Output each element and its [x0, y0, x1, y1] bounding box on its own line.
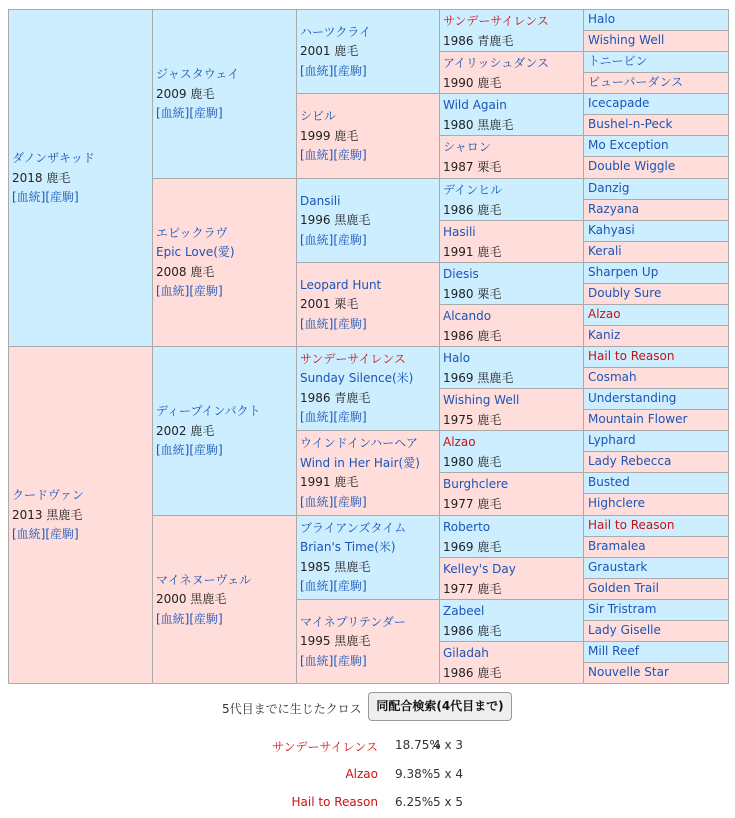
pedigree-cell-gen5 — [583, 409, 729, 431]
pedigree-cell-gen2 — [152, 515, 298, 684]
horse-birth-info: 1986 鹿毛 — [443, 328, 502, 343]
offspring-link[interactable]: [産駒] — [45, 526, 79, 541]
horse-links — [156, 282, 294, 302]
offspring-link[interactable]: [産駒] — [333, 653, 367, 668]
horse-links — [156, 609, 294, 629]
bloodline-link[interactable]: [血統] — [156, 442, 190, 457]
horse-name-link[interactable]: Doubly Sure — [588, 286, 662, 300]
pedigree-cell-gen2 — [152, 178, 298, 347]
horse-links — [300, 146, 437, 166]
pedigree-cell-gen5 — [583, 472, 729, 494]
horse-name-link[interactable]: Busted — [588, 475, 630, 489]
horse-name-link[interactable]: Lyphard — [588, 433, 636, 447]
offspring-link[interactable]: [産駒] — [45, 189, 79, 204]
pedigree-table — [8, 9, 728, 683]
bloodline-link[interactable]: [血統] — [12, 526, 46, 541]
pedigree-cell-gen4 — [439, 178, 585, 221]
pedigree-cell-gen5 — [583, 262, 729, 284]
pedigree-cell-gen3 — [296, 262, 441, 347]
horse-name-link[interactable]: Cosmah — [588, 370, 637, 384]
horse-english-name[interactable]: Wind in Her Hair(愛) — [300, 455, 420, 470]
horse-name-link[interactable]: ブライアンズタイム — [300, 520, 407, 535]
cross-horse-link[interactable]: Hail to Reason — [291, 795, 378, 809]
horse-name-link[interactable]: Alzao — [443, 435, 476, 449]
horse-birth-info: 2018 鹿毛 — [12, 170, 71, 185]
horse-links — [156, 441, 294, 461]
horse-name-link[interactable]: Giladah — [443, 646, 489, 660]
pedigree-cell-gen5 — [583, 620, 729, 642]
pedigree-cell-gen4 — [439, 346, 585, 389]
horse-name-link[interactable]: Understanding — [588, 391, 677, 405]
pedigree-cell-gen1 — [8, 346, 154, 684]
horse-birth-info: 2001 鹿毛 — [300, 43, 359, 58]
pedigree-cell-gen5 — [583, 451, 729, 473]
pedigree-cell-gen4 — [439, 557, 585, 600]
cross-generation: 4 x 3 — [433, 738, 463, 752]
pedigree-cell-gen5 — [583, 641, 729, 663]
horse-name-link[interactable]: Graustark — [588, 560, 648, 574]
pedigree-cell-gen5 — [583, 199, 729, 221]
horse-links — [12, 525, 150, 545]
horse-birth-info: 2013 黒鹿毛 — [12, 507, 83, 522]
horse-name-link[interactable]: Halo — [588, 12, 616, 26]
pedigree-cell-gen4 — [439, 93, 585, 136]
offspring-link[interactable]: [産駒] — [333, 410, 367, 424]
pedigree-cell-gen5 — [583, 662, 729, 684]
pedigree-cell-gen5 — [583, 557, 729, 579]
horse-birth-info: 1969 黒鹿毛 — [443, 370, 514, 385]
horse-links — [12, 188, 150, 208]
pedigree-cell-gen5 — [583, 283, 729, 305]
horse-birth-info: 1999 鹿毛 — [300, 128, 359, 143]
offspring-link[interactable]: [産駒] — [189, 442, 223, 457]
pedigree-cell-gen3 — [296, 346, 441, 431]
horse-name-link[interactable]: マイネヌーヴェル — [156, 572, 252, 587]
horse-links — [300, 314, 437, 334]
pedigree-cell-gen4 — [439, 515, 585, 558]
pedigree-cell-gen5 — [583, 72, 729, 94]
horse-name-link[interactable]: Icecapade — [588, 96, 650, 110]
offspring-link[interactable]: [産駒] — [333, 147, 367, 162]
horse-name-link[interactable]: クードヴァン — [12, 487, 84, 502]
cross-generation: 5 x 5 — [433, 795, 463, 809]
pedigree-cell-gen4 — [439, 220, 585, 263]
horse-name-link[interactable]: Kaniz — [588, 328, 621, 342]
horse-links — [300, 230, 437, 250]
pedigree-cell-gen3 — [296, 515, 441, 600]
horse-name-link[interactable]: Razyana — [588, 202, 640, 216]
bloodline-link[interactable]: [血統] — [300, 316, 334, 331]
bloodline-link[interactable]: [血統] — [300, 653, 334, 668]
pedigree-cell-gen4 — [439, 388, 585, 431]
horse-name-link[interactable]: ウインドインハーヘア — [300, 436, 418, 450]
pedigree-cell-gen4 — [439, 135, 585, 179]
pedigree-cell-gen5 — [583, 536, 729, 558]
pedigree-cell-gen4 — [439, 641, 585, 684]
bloodline-link[interactable]: [血統] — [300, 410, 334, 424]
offspring-link[interactable]: [産駒] — [189, 284, 223, 298]
pedigree-cell-gen5 — [583, 220, 729, 242]
horse-birth-info: 1980 黒鹿毛 — [443, 117, 514, 132]
pedigree-cell-gen5 — [583, 156, 729, 179]
horse-name-link[interactable]: Highclere — [588, 496, 645, 510]
horse-birth-info: 1986 鹿毛 — [443, 202, 502, 217]
horse-name-link[interactable]: Hasili — [443, 225, 476, 239]
horse-birth-info: 1991 鹿毛 — [300, 475, 359, 489]
horse-links — [300, 61, 437, 81]
pedigree-cell-gen5 — [583, 178, 729, 200]
horse-name-link[interactable]: Zabeel — [443, 604, 485, 618]
pedigree-cell-gen5 — [583, 430, 729, 452]
pedigree-cell-gen5 — [583, 578, 729, 600]
horse-birth-info: 1977 鹿毛 — [443, 496, 502, 511]
pedigree-cell-gen5 — [583, 493, 729, 516]
bloodline-link[interactable]: [血統] — [300, 63, 334, 78]
horse-name-link[interactable]: Bushel-n-Peck — [588, 117, 673, 131]
horse-name-link[interactable]: Golden Trail — [588, 581, 659, 595]
pedigree-cell-gen5 — [583, 241, 729, 263]
horse-birth-info: 2000 黒鹿毛 — [156, 591, 227, 606]
offspring-link[interactable]: [産駒] — [189, 611, 223, 626]
pedigree-cell-gen5 — [583, 346, 729, 368]
horse-birth-info: 1980 鹿毛 — [443, 454, 502, 469]
cross-horse-link[interactable]: サンデーサイレンス — [272, 740, 378, 754]
horse-birth-info: 2009 鹿毛 — [156, 86, 215, 101]
horse-name-link[interactable]: Roberto — [443, 520, 491, 534]
pedigree-cell-gen5 — [583, 367, 729, 389]
pedigree-cell-gen4 — [439, 472, 585, 516]
bloodline-link[interactable]: [血統] — [12, 189, 46, 204]
pedigree-cell-gen2 — [152, 9, 298, 179]
pedigree-cell-gen4 — [439, 262, 585, 305]
pedigree-cell-gen1 — [8, 9, 154, 347]
pedigree-cell-gen5 — [583, 93, 729, 115]
pedigree-cell-gen5 — [583, 135, 729, 157]
horse-english-name[interactable]: Brian's Time(米) — [300, 540, 396, 554]
pedigree-cell-gen5 — [583, 325, 729, 347]
pedigree-cell-gen5 — [583, 388, 729, 410]
horse-name-link[interactable]: Diesis — [443, 267, 479, 281]
pedigree-cell-gen4 — [439, 9, 585, 52]
horse-name-link[interactable]: ダノンザキッド — [12, 150, 95, 165]
pedigree-cell-gen4 — [439, 304, 585, 347]
pedigree-cell-gen3 — [296, 599, 441, 684]
bloodline-link[interactable]: [血統] — [300, 579, 334, 593]
horse-links — [300, 493, 437, 513]
pedigree-cell-gen5 — [583, 599, 729, 621]
horse-birth-info: 1986 青鹿毛 — [443, 33, 514, 48]
cross-horse-link[interactable]: Alzao — [345, 767, 378, 781]
offspring-link[interactable]: [産駒] — [333, 232, 367, 247]
horse-birth-info: 1990 鹿毛 — [443, 75, 502, 90]
horse-name-link[interactable]: Alzao — [588, 307, 621, 321]
horse-english-name[interactable]: Epic Love(愛) — [156, 245, 235, 259]
pedigree-cell-gen5 — [583, 30, 729, 52]
cross-generation: 5 x 4 — [433, 767, 463, 781]
horse-name-link[interactable]: Double Wiggle — [588, 159, 676, 173]
offspring-link[interactable]: [産駒] — [189, 105, 223, 120]
horse-name-link[interactable]: ハーツクライ — [300, 24, 372, 39]
offspring-link[interactable]: [産駒] — [333, 494, 367, 509]
horse-name-link[interactable]: Burghclere — [443, 477, 509, 491]
horse-birth-info: 1969 鹿毛 — [443, 539, 502, 554]
horse-name-link[interactable]: Sharpen Up — [588, 265, 659, 279]
pedigree-cell-gen5 — [583, 515, 729, 537]
same-mating-search-button[interactable]: 同配合検索(4代目まで) — [368, 692, 512, 721]
horse-name-link[interactable]: ディープインパクト — [156, 403, 261, 418]
horse-birth-info: 1996 黒鹿毛 — [300, 212, 371, 227]
horse-birth-info: 1980 栗毛 — [443, 286, 502, 301]
horse-name-link[interactable]: Mill Reef — [588, 644, 639, 658]
horse-name-link[interactable]: Kerali — [588, 244, 622, 258]
horse-name-link[interactable]: Nouvelle Star — [588, 665, 669, 679]
horse-name-link[interactable]: ビューパーダンス — [588, 75, 684, 89]
horse-birth-info: 1995 黒鹿毛 — [300, 633, 371, 648]
horse-birth-info: 1991 鹿毛 — [443, 244, 502, 259]
horse-birth-info: 2008 鹿毛 — [156, 264, 215, 279]
horse-name-link[interactable]: エピックラヴ — [156, 225, 228, 240]
horse-birth-info: 1977 鹿毛 — [443, 581, 502, 596]
pedigree-cell-gen5 — [583, 114, 729, 136]
horse-name-link[interactable]: シャロン — [443, 140, 491, 154]
horse-name-link[interactable]: Danzig — [588, 181, 630, 195]
horse-name-link[interactable]: Bramalea — [588, 539, 646, 553]
horse-name-link[interactable]: ジャスタウェイ — [156, 66, 240, 81]
horse-name-link[interactable]: Leopard Hunt — [300, 277, 382, 292]
horse-links — [300, 577, 437, 597]
pedigree-cell-gen5 — [583, 51, 729, 73]
horse-name-link[interactable]: Sir Tristram — [588, 602, 657, 616]
horse-name-link[interactable]: Halo — [443, 351, 471, 365]
pedigree-cell-gen3 — [296, 178, 441, 263]
offspring-link[interactable]: [産駒] — [333, 579, 367, 593]
horse-name-link[interactable]: Hail to Reason — [588, 349, 675, 363]
horse-birth-info: 1986 青鹿毛 — [300, 390, 371, 405]
horse-name-link[interactable]: Hail to Reason — [588, 518, 675, 532]
horse-name-link[interactable]: Alcando — [443, 309, 492, 323]
horse-name-link[interactable]: Mo Exception — [588, 138, 669, 152]
cross-percent: 6.25% — [395, 795, 434, 809]
bloodline-link[interactable]: [血統] — [300, 232, 334, 247]
pedigree-cell-gen3 — [296, 430, 441, 516]
horse-birth-info: 2002 鹿毛 — [156, 423, 215, 438]
horse-birth-info: 1985 黒鹿毛 — [300, 559, 371, 574]
bloodline-link[interactable]: [血統] — [156, 611, 190, 626]
bloodline-link[interactable]: [血統] — [300, 494, 334, 509]
horse-links — [156, 104, 294, 124]
bloodline-link[interactable]: [血統] — [300, 147, 334, 162]
pedigree-cell-gen4 — [439, 599, 585, 642]
horse-name-link[interactable]: サンデーサイレンス — [300, 351, 406, 366]
horse-name-link[interactable]: マイネプリテンダー — [300, 614, 406, 629]
cross-percent: 18.75% — [395, 738, 441, 752]
horse-name-link[interactable]: Kahyasi — [588, 223, 635, 237]
pedigree-cell-gen5 — [583, 304, 729, 326]
bloodline-link[interactable]: [血統] — [156, 284, 190, 298]
horse-links — [300, 651, 437, 671]
horse-name-link[interactable]: Lady Giselle — [588, 623, 661, 637]
horse-name-link[interactable]: トニービン — [588, 54, 648, 68]
pedigree-cell-gen2 — [152, 346, 298, 516]
horse-name-link[interactable]: アイリッシュダンス — [443, 56, 549, 70]
horse-name-link[interactable]: サンデーサイレンス — [443, 14, 549, 28]
horse-name-link[interactable]: Mountain Flower — [588, 412, 688, 426]
offspring-link[interactable]: [産駒] — [333, 316, 367, 331]
pedigree-cell-gen5 — [583, 9, 729, 31]
horse-birth-info: 1986 鹿毛 — [443, 665, 502, 680]
pedigree-cell-gen3 — [296, 93, 441, 179]
horse-name-link[interactable]: Lady Rebecca — [588, 454, 672, 468]
pedigree-cell-gen4 — [439, 430, 585, 473]
horse-name-link[interactable]: Wishing Well — [443, 393, 520, 407]
horse-english-name[interactable]: Sunday Silence(米) — [300, 371, 414, 385]
horse-name-link[interactable]: Wild Again — [443, 98, 507, 112]
horse-birth-info: 1987 栗毛 — [443, 159, 502, 174]
horse-name-link[interactable]: デインヒル — [443, 183, 503, 197]
pedigree-cell-gen3 — [296, 9, 441, 94]
cross-title: 5代目までに生じたクロス — [222, 702, 362, 716]
horse-name-link[interactable]: Kelley's Day — [443, 562, 516, 576]
cross-percent: 9.38% — [395, 767, 434, 781]
pedigree-cell-gen4 — [439, 51, 585, 94]
horse-name-link[interactable]: Dansili — [300, 193, 341, 208]
bloodline-link[interactable]: [血統] — [156, 105, 190, 120]
horse-name-link[interactable]: Wishing Well — [588, 33, 665, 47]
horse-links — [300, 408, 437, 428]
horse-birth-info: 2001 栗毛 — [300, 296, 359, 311]
offspring-link[interactable]: [産駒] — [333, 63, 367, 78]
horse-birth-info: 1986 鹿毛 — [443, 623, 502, 638]
horse-name-link[interactable]: シビル — [300, 108, 337, 123]
horse-birth-info: 1975 鹿毛 — [443, 412, 502, 427]
